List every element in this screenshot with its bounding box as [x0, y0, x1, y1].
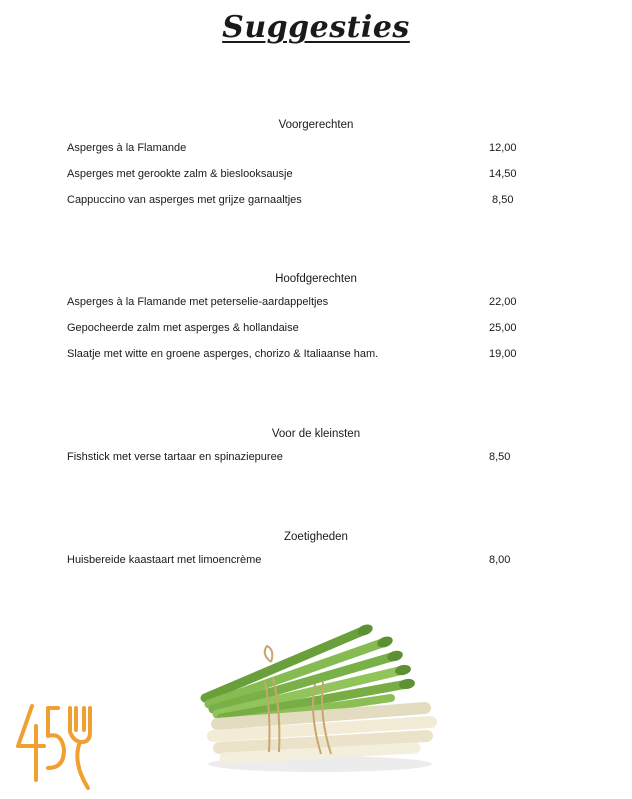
item-price: 8,50: [489, 451, 511, 463]
asparagus-image: [195, 612, 440, 777]
section-heading: Voorgerechten: [278, 119, 354, 131]
item-name: Fishstick met verse tartaar en spinaziepuree: [67, 451, 283, 463]
item-name: Cappuccino van asperges met grijze garnaaltjes: [67, 194, 302, 206]
menu-item: [0, 141, 632, 167]
section-heading: Zoetigheden: [284, 531, 348, 543]
item-name: Asperges à la Flamande met peterselie-aardappeltjes: [67, 296, 329, 308]
section-voorgerechten: [0, 119, 632, 219]
item-name: Asperges met gerookte zalm & bieslooksausje: [67, 168, 293, 180]
item-price: 12,00: [489, 142, 517, 154]
section-heading: Voor de kleinsten: [271, 428, 361, 440]
section-heading: Hoofdgerechten: [275, 273, 357, 285]
section-hoofdgerechten: [0, 273, 632, 373]
menu-item: [0, 347, 632, 373]
item-price: 19,00: [489, 348, 517, 360]
item-name: Slaatje met witte en groene asperges, chorizo & Italiaanse ham.: [67, 348, 379, 360]
restaurant-logo-icon: [14, 702, 92, 792]
item-price: 25,00: [489, 322, 517, 334]
menu-item: [0, 553, 632, 579]
menu-item: [0, 295, 632, 321]
section-zoetigheden: [0, 531, 632, 579]
item-price: 8,50: [489, 194, 514, 206]
item-price: 8,00: [489, 554, 511, 566]
menu-item: [0, 167, 632, 193]
menu-item: [0, 450, 632, 476]
item-price: 22,00: [489, 296, 517, 308]
menu-item: [0, 321, 632, 347]
section-voor-de-kleinsten: [0, 428, 632, 476]
item-name: Gepocheerde zalm met asperges & hollandaise: [67, 322, 299, 334]
item-name: Huisbereide kaastaart met limoencrème: [67, 554, 262, 566]
item-price: 14,50: [489, 168, 517, 180]
menu-item: [0, 193, 632, 219]
page-title: Suggesties: [222, 10, 410, 45]
item-name: Asperges à la Flamande: [67, 142, 187, 154]
